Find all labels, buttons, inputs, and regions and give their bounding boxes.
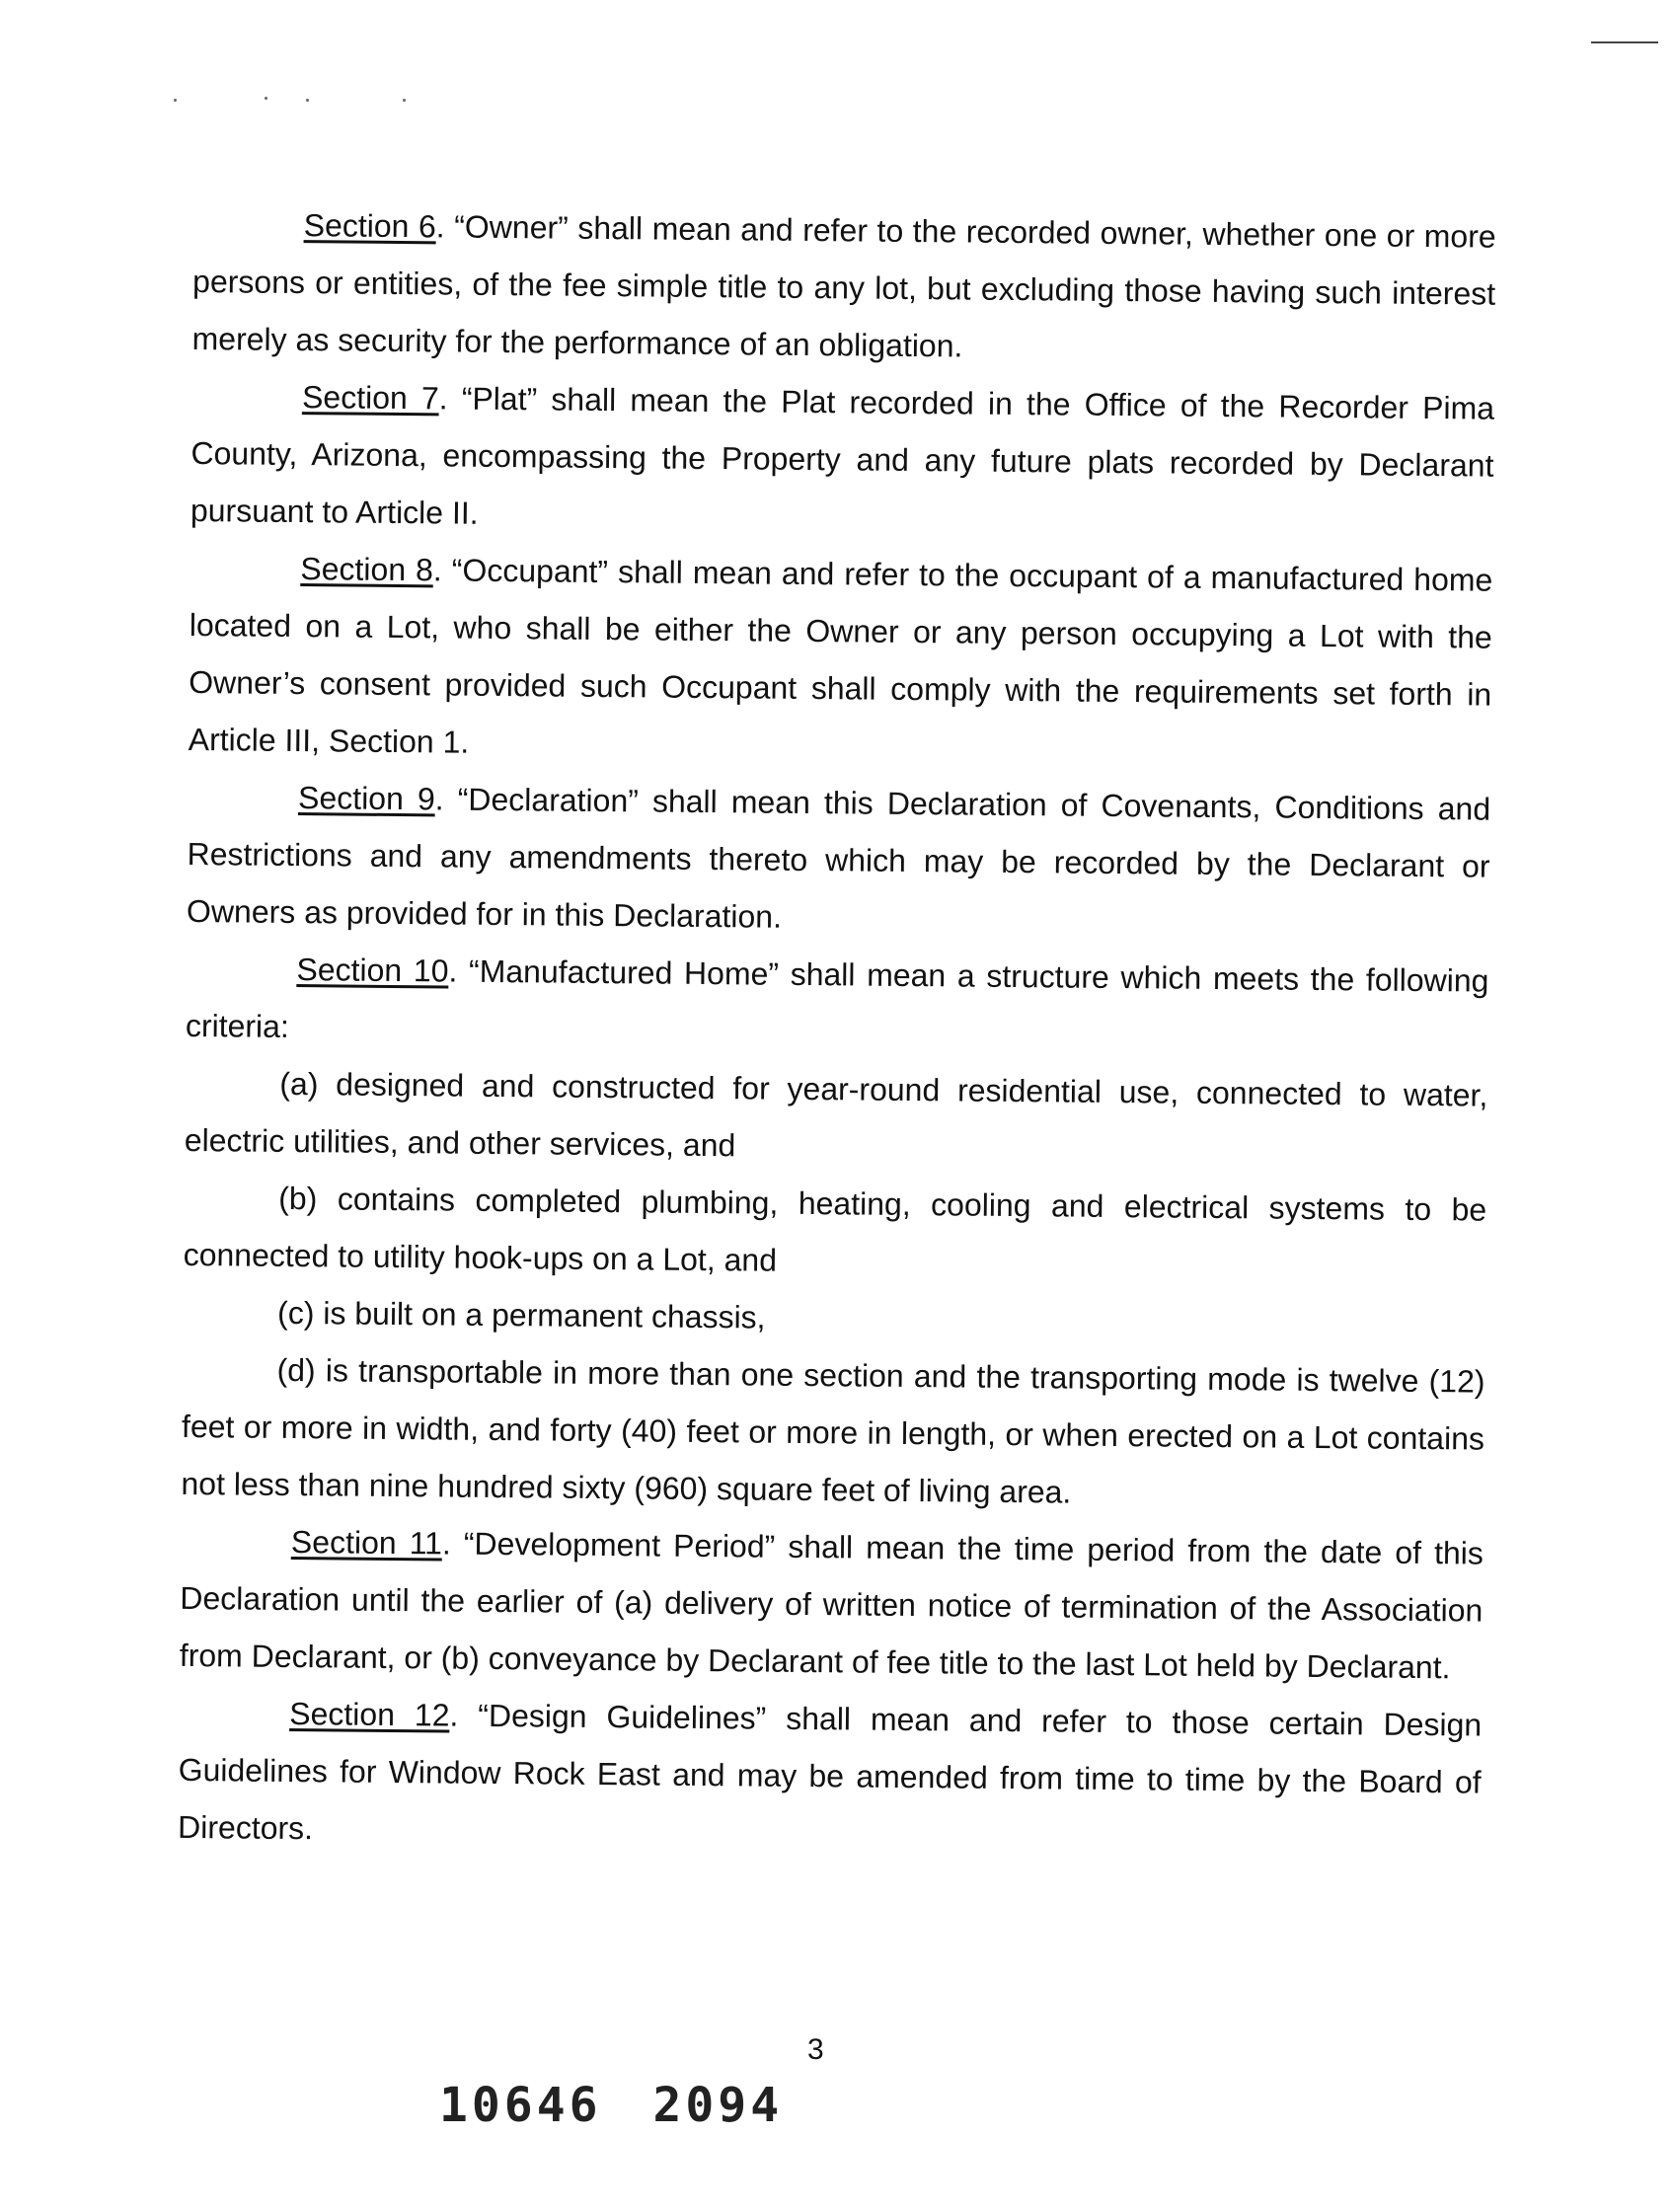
- section-label: Section 10: [296, 952, 449, 989]
- scan-speck: [174, 99, 177, 102]
- page-number: 3: [807, 2033, 824, 2066]
- section-11: [180, 1512, 1484, 1697]
- section-text: . “Plat” shall mean the Plat recorded in the Office of the Recorder Pima County, Arizona, encompassing the Property and any future plats recorded by Declarant pursuant to Article II.: [190, 380, 1495, 531]
- section-text: . “Manufactured Home” shall mean a structure which meets the following criteria:: [185, 953, 1489, 1044]
- criterion-c: (c) is built on a permanent chassis,: [276, 1294, 766, 1335]
- document-body: [178, 195, 1496, 1869]
- criterion-a: (a) designed and constructed for year-round residential use, connected to water, electric utilities, and other services, and: [184, 1065, 1488, 1164]
- section-12: [178, 1684, 1483, 1869]
- criterion-b: (b) contains completed plumbing, heating, cooling and electrical systems to be connected to utility hook-ups on a Lot, and: [183, 1180, 1487, 1278]
- stamp-page: 2094: [652, 2078, 784, 2133]
- section-label: Section 11: [290, 1524, 443, 1562]
- section-9: [187, 768, 1491, 953]
- section-6: [191, 195, 1496, 380]
- section-text: . “Design Guidelines” shall mean and refer to those certain Design Guidelines for Window Rock East and may be amended from time to time by the Board of Directors.: [177, 1697, 1483, 1847]
- criterion-d: (d) is transportable in more than one section and the transporting mode is twelve (12) feet or more in width, and forty (40) feet or more in length, or when erected on a Lot contains not less than nine hundred sixty (960) square feet of living area.: [181, 1351, 1485, 1510]
- section-label: Section 7: [301, 379, 439, 417]
- section-text: . “Owner” shall mean and refer to the recorded owner, whether one or more persons or entities, of the fee simple title to any lot, but excluding those having such interest merely as security for the performance of an obligation.: [191, 208, 1496, 364]
- stamp-docket: 10646: [439, 2078, 602, 2133]
- scan-speck: [265, 97, 267, 100]
- section-label: Section 12: [289, 1696, 450, 1733]
- section-text: . “Declaration” shall mean this Declaration of Covenants, Conditions and Restrictions and any amendments thereto which may be recorded by the Declarant or Owners as provided for in this Declaration.: [186, 781, 1491, 935]
- scan-speck: [403, 99, 406, 102]
- scan-speck: [306, 99, 309, 102]
- section-label: Section 6: [303, 207, 436, 245]
- section-label: Section 8: [300, 551, 434, 588]
- section-7: [190, 367, 1495, 552]
- section-10: [186, 940, 1489, 1067]
- section-text: . “Development Period” shall mean the time period from the date of this Declaration until the earlier of (a) delivery of written notice of termination of the Association from Declarant, or (b) conveyance by Declarant of fee title to the last Lot held by Declarant.: [179, 1525, 1484, 1686]
- recording-stamp: [439, 2078, 834, 2133]
- section-label: Section 9: [297, 780, 435, 817]
- section-8: [188, 539, 1492, 781]
- section-text: . “Occupant” shall mean and refer to the occupant of a manufactured home located on a Lot, who shall be either the Owner or any person occupying a Lot with the Owner’s consent provided such Occupant shall comply with the requirements set forth in Article III, Section 1.: [188, 552, 1493, 760]
- scan-mark: [1591, 41, 1658, 43]
